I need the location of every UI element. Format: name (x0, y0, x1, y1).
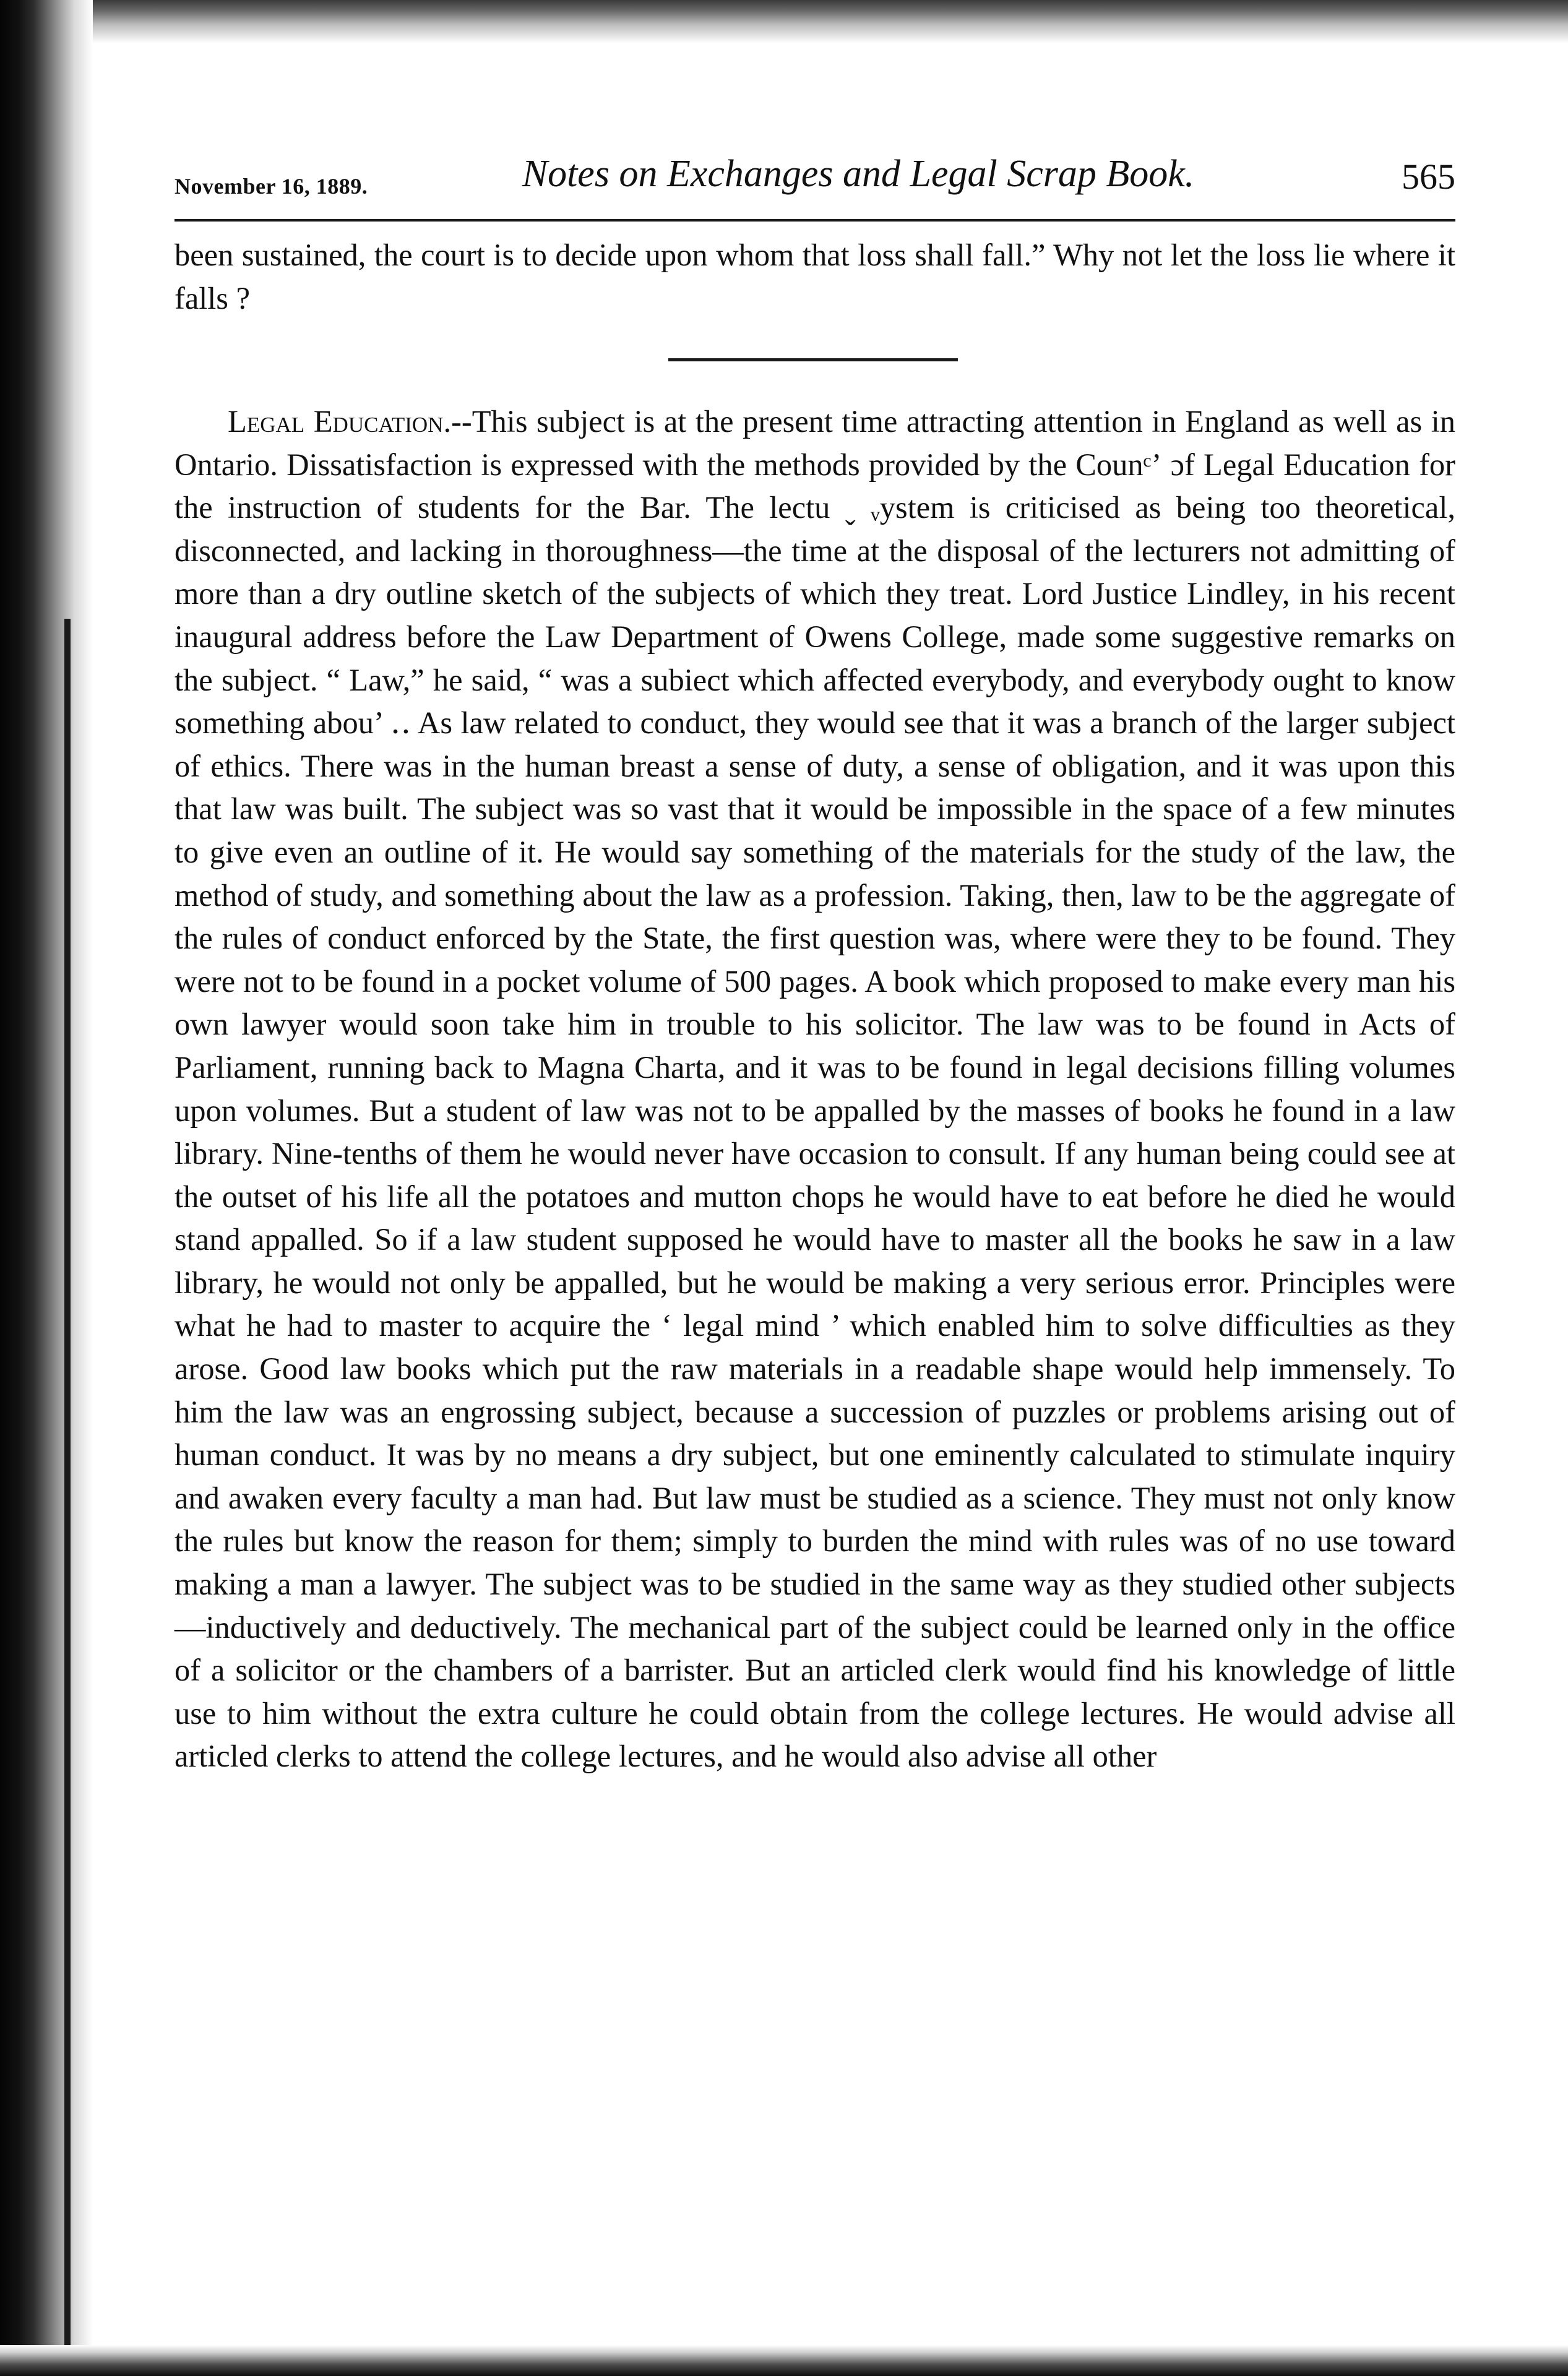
scan-edge-top (0, 0, 1568, 43)
binding-line (64, 619, 71, 2351)
article-heading: Legal Education. (228, 404, 452, 439)
page-number: 565 (1402, 157, 1455, 197)
header-date: November 16, 1889. (174, 174, 368, 199)
header-title: Notes on Exchanges and Legal Scrap Book. (522, 153, 1195, 195)
continuation-paragraph: been sustained, the court is to decide upon whom that loss shall fall.” Why not let the loss lie where it falls ? (174, 238, 1455, 316)
legal-education-paragraph (174, 400, 1455, 1778)
article-body: --This subject is at the present time attracting attention in England as well as in Ontario. Dissatisfaction is expressed with the methods provided by the Counᶜʼ ɔf Legal Education for the instruction of students for the Bar. The lectu ˬ ᵥystem is criticised as being too theoretical, disconnected, and lacking in thoroughness—the time at the disposal of the lecturers not admitting of more than a dry outline sketch of the subjects of which they treat. Lord Justice Lindley, in his recent inaugural address before the Law Department of Owens College, made some suggestive remarks on the subject. “ Law,” he said, “ was a subiect which affected everybody, and everybody ought to know something abou’ ‥ As law related to conduct, they would see that it was a branch of the larger subject of ethics. There was in the human breast a sense of duty, a sense of obligation, and it was upon this that law was built. The subject was so vast that it would be impossible in the space of a few minutes to give even an outline of it. He would say something of the materials for the study of the law, the method of study, and something about the law as a profession. Taking, then, law to be the aggregate of the rules of conduct enforced by the State, the first question was, where were they to be found. They were not to be found in a pocket volume of 500 pages. A book which proposed to make every man his own lawyer would soon take him in trouble to his solicitor. The law was to be found in Acts of Parliament, running back to Magna Charta, and it was to be found in legal decisions filling volumes upon volumes. But a student of law was not to be appalled by the masses of books he found in a law library. Nine-tenths of them he would never have occasion to consult. If any human being could see at the outset of his life all the potatoes and mutton chops he would have to eat before he died he would stand appalled. So if a law student supposed he would have to master all the books he saw in a law library, he would not only be appalled, but he would be making a very serious error. Principles were what he had to master to acquire the ‘ legal mind ’ which enabled him to solve difficulties as they arose. Good law books which put the raw materials in a readable shape would help immensely. To him the law was an engrossing subject, because a succession of puzzles or problems arising out of human conduct. It was by no means a dry subject, but one eminently calculated to stimulate inquiry and awaken every faculty a man had. But law must be studied as a science. They must not only know the rules but know the reason for them; simply to burden the mind with rules was of no use toward making a man a lawyer. The subject was to be studied in the same way as they studied other subjects—inductively and deductively. The mechanical part of the subject could be learned only in the office of a solicitor or the chambers of a barrister. But an articled clerk would find his knowledge of little use to him without the extra culture he could obtain from the college lectures. He would advise all articled clerks to attend the college lectures, and he would also advise all other (174, 404, 1456, 1774)
scan-edge-bottom (0, 2345, 1568, 2376)
running-header (174, 140, 1455, 214)
section-divider (668, 358, 958, 361)
header-rule (174, 219, 1455, 222)
scan-binding-shadow (0, 0, 93, 2376)
